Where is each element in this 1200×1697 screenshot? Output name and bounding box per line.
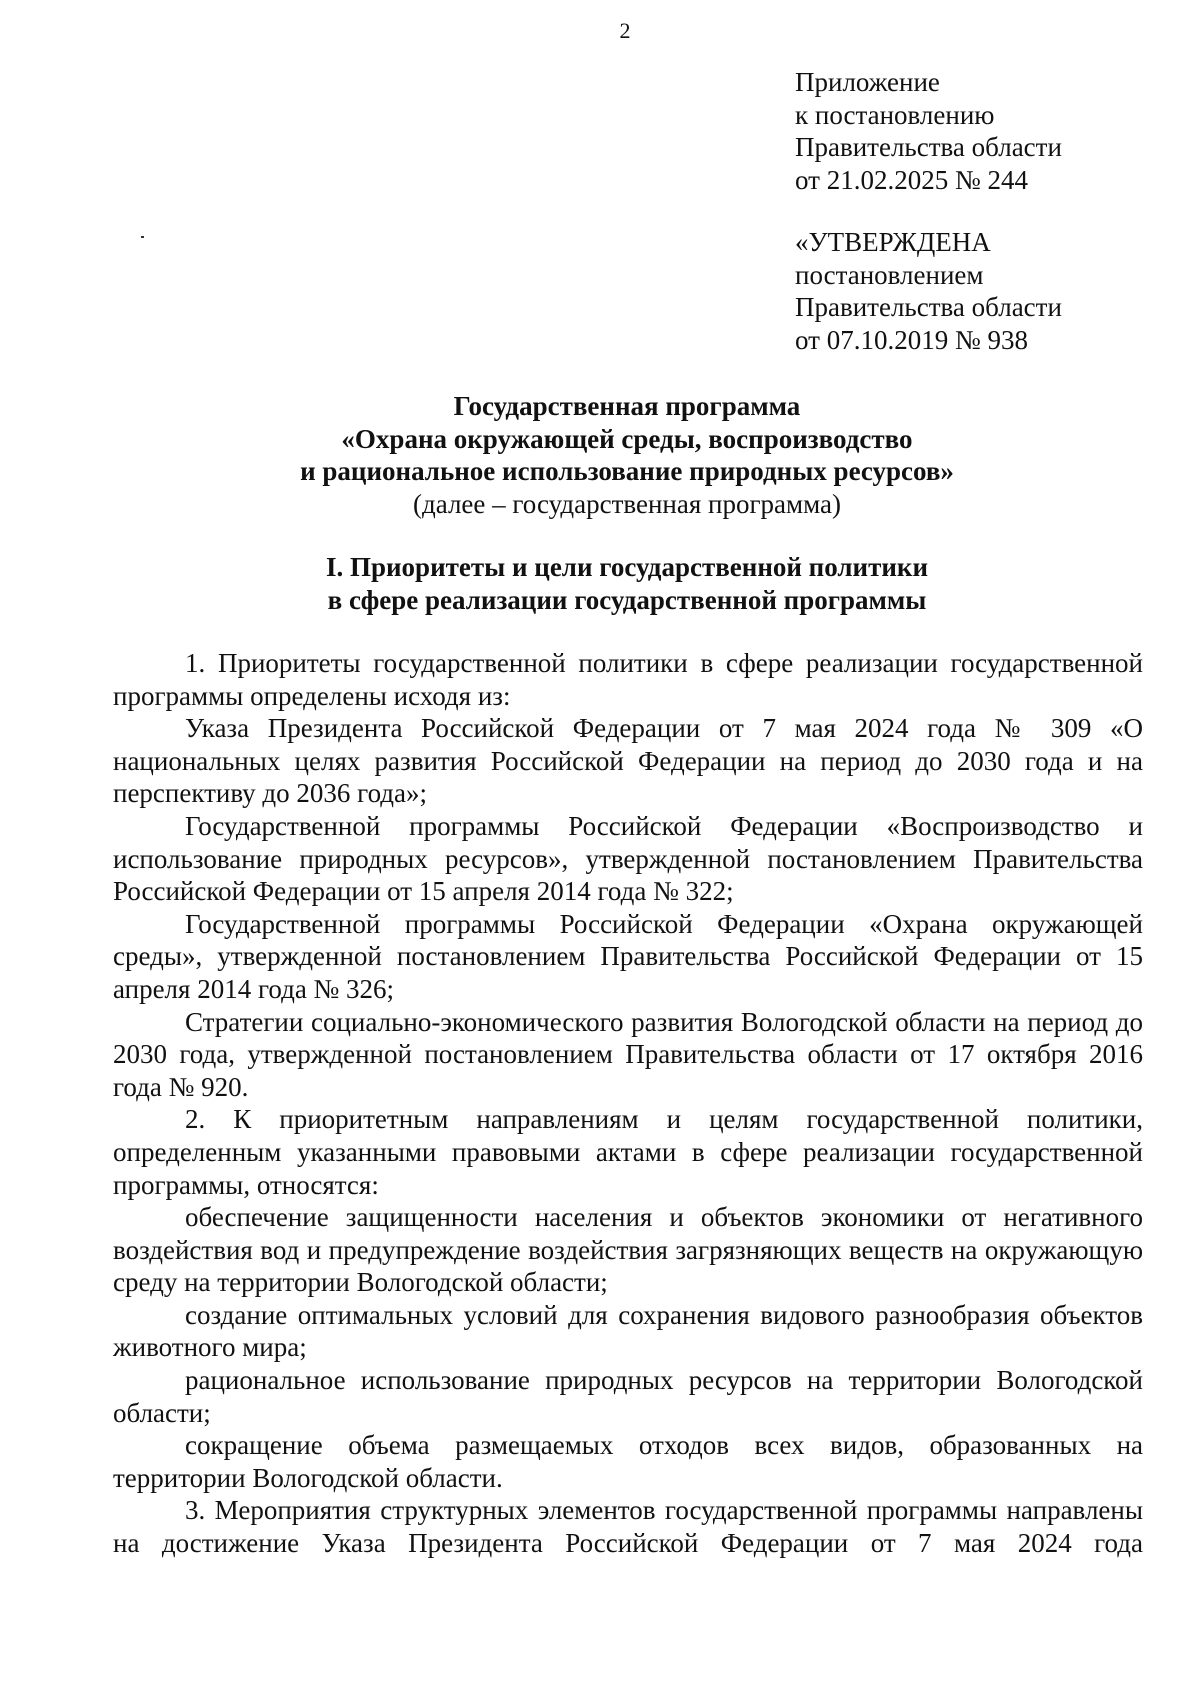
paragraph: сокращение объема размещаемых отходов всех видов, образованных на территории Вологодской области. bbox=[113, 1430, 1143, 1493]
paragraph: Государственной программы Российской Федерации «Охрана окружающей среды», утвержденной постановлением Правительства Российской Федерации от 15 апреля 2014 года № 326; bbox=[113, 908, 1143, 1004]
approved-line: Правительства области bbox=[795, 292, 1062, 322]
approved-line: от 07.10.2019 № 938 bbox=[795, 324, 1028, 355]
paragraph: 1. Приоритеты государственной политики в сфере реализации государственной программы определены исходя из: bbox=[113, 648, 1143, 711]
approved-line: «УТВЕРЖДЕНА bbox=[795, 227, 991, 257]
body-text bbox=[113, 647, 1143, 1560]
appendix-line: к постановлению bbox=[795, 99, 995, 130]
page-number: 2 bbox=[619, 18, 631, 43]
appendix-line: Правительства области bbox=[795, 132, 1062, 162]
paragraph: Стратегии социально-экономического развития Вологодской области на период до 2030 года, утвержденной постановлением Правительства области от 17 октября 2016 года № 920. bbox=[113, 1006, 1143, 1102]
approved-block bbox=[795, 226, 1062, 356]
approved-line: постановлением bbox=[795, 259, 984, 290]
paragraph: 3. Мероприятия структурных элементов государственной программы направлены на достижение Указа Президента Российской Федерации от 7 мая 2024 года bbox=[113, 1495, 1143, 1559]
paragraph: 2. К приоритетным направлениям и целям государственной политики, определенным указанными правовыми актами в сфере реализации государственной программы, относятся: bbox=[113, 1104, 1143, 1200]
title-line: «Охрана окружающей среды, воспроизводство bbox=[341, 423, 913, 454]
scan-speck bbox=[141, 236, 144, 238]
appendix-line: Приложение bbox=[795, 67, 940, 97]
paragraph: Указа Президента Российской Федерации от 7 мая 2024 года № 309 «О национальных целях развития Российской Федерации на период до 2030 года и на перспективу до 2036 года»; bbox=[113, 713, 1143, 809]
appendix-block bbox=[795, 66, 1062, 196]
section-heading-line: I. Приоритеты и цели государственной политики bbox=[325, 552, 929, 582]
paragraph: обеспечение защищенности населения и объектов экономики от негативного воздействия вод и предупреждение воздействия загрязняющих веществ на окружающую среду на территории Вологодской области; bbox=[113, 1202, 1143, 1298]
title-line: и рациональное использование природных ресурсов» bbox=[300, 456, 954, 486]
section-heading-line: в сфере реализации государственной программы bbox=[327, 584, 927, 615]
title-line: Государственная программа bbox=[453, 391, 801, 421]
appendix-line: от 21.02.2025 № 244 bbox=[795, 164, 1028, 195]
program-title bbox=[112, 390, 1142, 520]
paragraph: создание оптимальных условий для сохранения видового разнообразия объектов животного мира; bbox=[113, 1299, 1143, 1363]
title-subline: (далее – государственная программа) bbox=[413, 488, 841, 519]
paragraph: Государственной программы Российской Федерации «Воспроизводство и использование природных ресурсов», утвержденной постановлением Правительства Российской Федерации от 15 апреля 2014 года № 322; bbox=[113, 810, 1143, 907]
section-heading bbox=[112, 551, 1142, 616]
paragraph: рациональное использование природных ресурсов на территории Вологодской области; bbox=[113, 1365, 1143, 1428]
